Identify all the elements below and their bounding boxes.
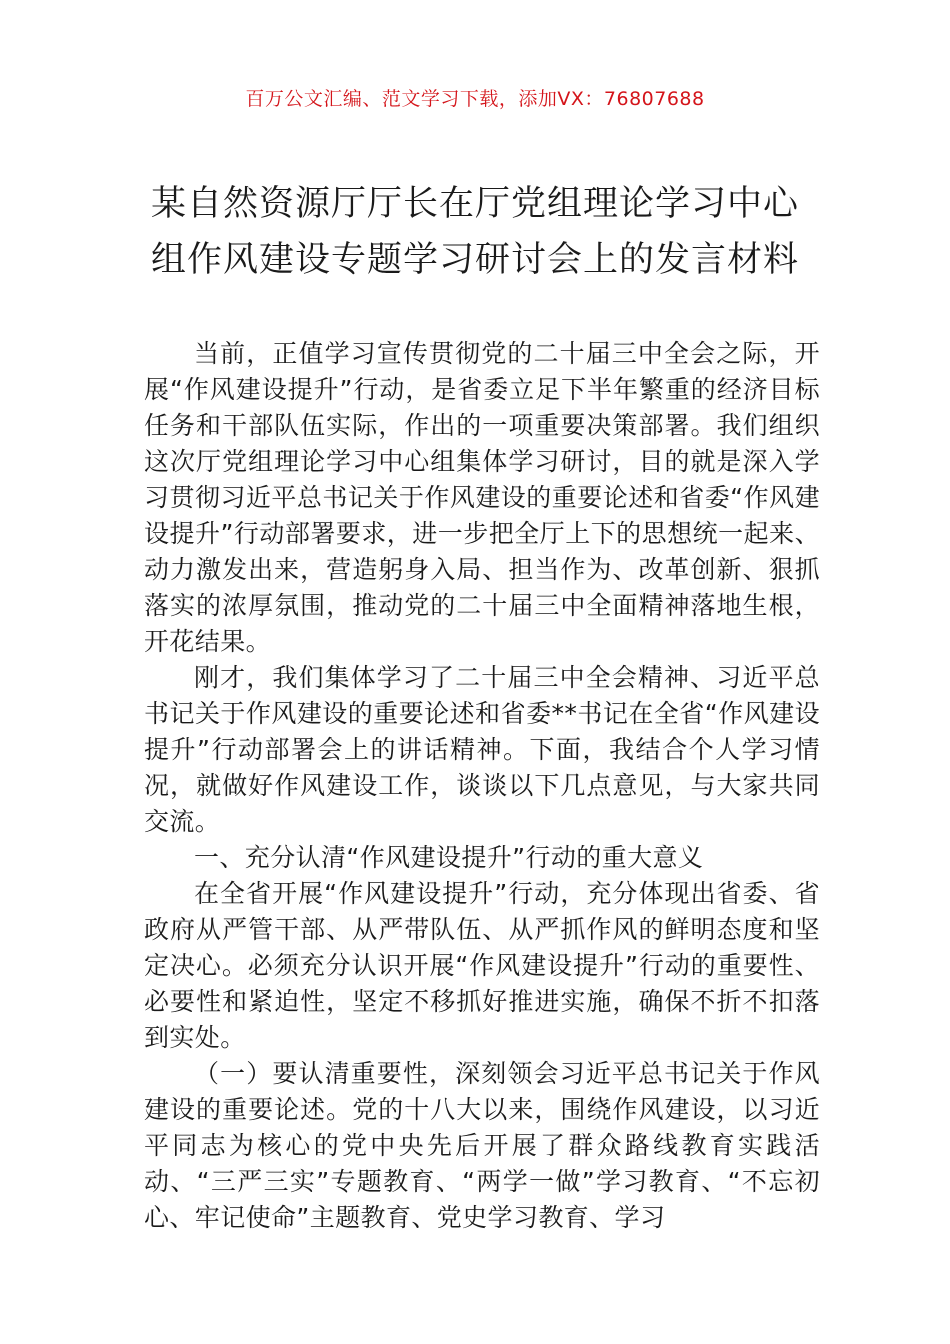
body-paragraph-study: 刚才，我们集体学习了二十届三中全会精神、习近平总书记关于作风建设的重要论述和省委**书记在全省“作风建设提升”行动部署会上的讲话精神。下面，我结合个人学习情况，就做好作风建设工作，谈谈以下几点意见，与大家共同交流。 xyxy=(144,663,820,836)
title-line-1: 某自然资源厅厅长在厅党组理论学习中心 xyxy=(150,184,799,224)
header-download-note: 百万公文汇编、范文学习下载，添加VX：76807688 xyxy=(245,88,705,110)
document-title xyxy=(100,176,850,288)
document-body xyxy=(144,336,820,1236)
title-line-2: 组作风建设专题学习研讨会上的发言材料 xyxy=(150,240,799,280)
body-paragraph-intro: 当前，正值学习宣传贯彻党的二十届三中全会之际，开展“作风建设提升”行动，是省委立足下半年繁重的经济目标任务和干部队伍实际，作出的一项重要决策部署。我们组织这次厅党组理论学习中心组集体学习研讨，目的就是深入学习贯彻习近平总书记关于作风建设的重要论述和省委“作风建设提升”行动部署要求，进一步把全厅上下的思想统一起来、动力激发出来，营造躬身入局、担当作为、改革创新、狠抓落实的浓厚氛围，推动党的二十届三中全面精神落地生根，开花结果。 xyxy=(144,339,820,656)
body-paragraph-importance: （一）要认清重要性，深刻领会习近平总书记关于作风建设的重要论述。党的十八大以来，围绕作风建设，以习近平同志为核心的党中央先后开展了群众路线教育实践活动、“三严三实”专题教育、“两学一做”学习教育、“不忘初心、牢记使命”主题教育、党史学习教育、学习 xyxy=(144,1059,820,1232)
body-paragraph-significance: 在全省开展“作风建设提升”行动，充分体现出省委、省政府从严管干部、从严带队伍、从严抓作风的鲜明态度和坚定决心。必须充分认识开展“作风建设提升”行动的重要性、必要性和紧迫性，坚定不移抓好推进实施，确保不折不扣落到实处。 xyxy=(144,879,820,1052)
section-heading-1: 一、充分认清“作风建设提升”行动的重大意义 xyxy=(194,843,704,872)
